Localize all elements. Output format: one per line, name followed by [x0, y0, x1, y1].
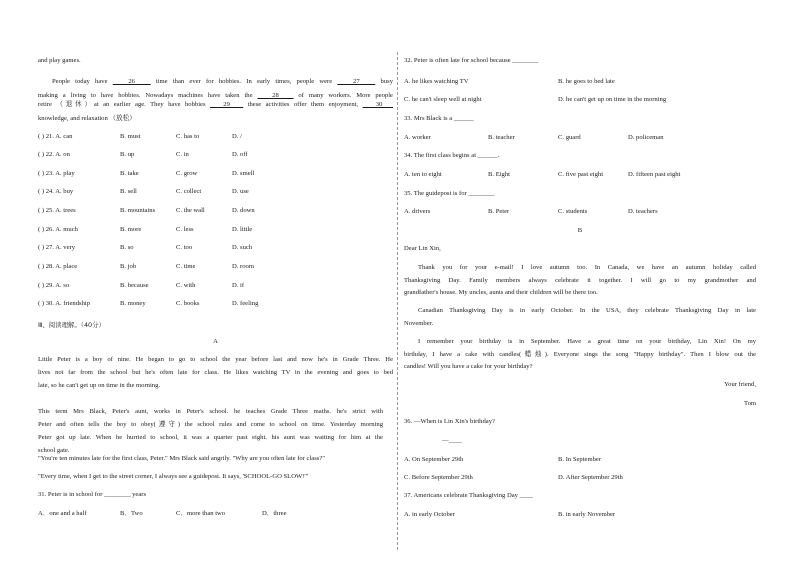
cloze-option-c[interactable]: C. too	[176, 244, 193, 251]
cloze-option-c[interactable]: C. grow	[176, 170, 198, 177]
column-divider	[397, 52, 398, 550]
cloze-option-c[interactable]: C. has to	[176, 133, 200, 140]
q37-option-b[interactable]: B. in early November	[558, 511, 616, 518]
q33-option-c[interactable]: C. guard	[558, 134, 581, 141]
cloze-option-d[interactable]: D. feeling	[232, 300, 259, 307]
cloze-option-d[interactable]: D. such	[232, 244, 253, 251]
passage-a-line: "Every time, when I get to the street corner, I always see a guidepost. It says, 'SCHOOL-GO SLOW!'"	[38, 473, 309, 480]
question-32: 32. Peter is often late for school because ________	[404, 57, 539, 64]
passage-b-line: Canadian Thanksgiving Day is in early October. In the USA, they celebrate Thanksgiving Day in late	[418, 307, 756, 314]
question-36-options-row2	[404, 475, 756, 483]
question-37: 37. Americans celebrate Thanksgiving Day ____	[404, 492, 533, 499]
question-34-options	[404, 172, 756, 180]
q35-option-b[interactable]: B. Peter	[488, 208, 510, 215]
passage-a-line: lives not far from the school but he's often late for class. He likes watching TV in the evening and goes to bed	[38, 369, 393, 376]
cloze-question-29: ( ) 29. A. so	[38, 282, 70, 289]
cloze-question-24: ( ) 24. A. buy	[38, 188, 74, 195]
passage-a-line: Little Peter is a boy of nine. He began to go to school the year before last and now he's in Grade Three. He	[38, 356, 393, 363]
cloze-option-b[interactable]: B. mountains	[120, 207, 156, 214]
question-32-options-row1	[404, 79, 756, 87]
q35-option-a[interactable]: A. drivers	[404, 208, 431, 215]
question-35: 35. The guidepost is for ________	[404, 190, 495, 197]
q34-option-d[interactable]: D. fifteen past eight	[628, 171, 681, 178]
cloze-option-d[interactable]: D. /	[232, 133, 242, 140]
q32-option-a[interactable]: A. he likes watching TV	[404, 78, 469, 85]
question-36: 36. —When is Lin Xin's birthday?	[404, 418, 495, 425]
question-35-options	[404, 209, 756, 217]
passage-a-line: school gate.	[38, 447, 70, 454]
passage-b-label: B	[577, 227, 583, 234]
cloze-para-line-3: retire （退休）at an earlier age. They have hobbies 29 these activities offer them enjoyment, 30	[38, 101, 394, 108]
passage-b-line: grandfather's house. My uncles, aunts and their children will be there too.	[404, 289, 598, 296]
intro-tail: and play games.	[38, 57, 81, 64]
question-33: 33. Mrs Black is a ______	[404, 115, 474, 122]
section-title: Ⅲ、阅读理解。（40分）	[38, 321, 105, 329]
cloze-row-28	[38, 264, 393, 272]
passage-a-line: Peter and often tells the boy to obey(遵守) the school rules and come to school on time. Yesterday morning	[38, 421, 383, 428]
q31-option-d[interactable]: D．three	[262, 510, 287, 517]
passage-b-line: I remember your birthday is in September. Have a great time on your birthday, Lin Xin! On my	[418, 338, 756, 345]
cloze-row-24	[38, 189, 393, 197]
passage-b-line: Thank you for your e-mail! I love autumn too. In Canada, we have an autumn holiday called	[418, 264, 756, 271]
cloze-question-23: ( ) 23. A. play	[38, 170, 75, 177]
passage-a-line: late, so he can't get up on time in the morning.	[38, 382, 161, 389]
cloze-question-22: ( ) 22. A. on	[38, 151, 70, 158]
cloze-para-line-4: knowledge, and relaxation （放松）	[38, 115, 136, 122]
cloze-row-26	[38, 227, 393, 235]
passage-a-label: A	[213, 338, 218, 345]
q32-option-b[interactable]: B. he goes to bed late	[558, 78, 615, 85]
cloze-option-c[interactable]: C. time	[176, 263, 196, 270]
cloze-question-30: ( ) 30. A. friendship	[38, 300, 91, 307]
cloze-option-d[interactable]: D. smell	[232, 170, 255, 177]
letter-closing: Your friend,	[724, 381, 756, 388]
cloze-option-b[interactable]: B. sell	[120, 188, 137, 195]
q32-option-c[interactable]: C. he can't sleep well at night	[404, 96, 482, 103]
cloze-para-line-2: making a living to have hobbies. Nowadays machines have taken the 28 of many workers. More people	[38, 92, 393, 99]
cloze-option-d[interactable]: D. use	[232, 188, 249, 195]
question-31: 31. Peter is in school for ________ years	[38, 491, 147, 498]
cloze-option-b[interactable]: B. because	[120, 282, 149, 289]
cloze-option-b[interactable]: B. so	[120, 244, 134, 251]
cloze-option-c[interactable]: C. books	[176, 300, 200, 307]
cloze-option-d[interactable]: D. off	[232, 151, 248, 158]
q33-option-a[interactable]: A. worker	[404, 134, 431, 141]
q35-option-c[interactable]: C. students	[558, 208, 588, 215]
passage-b-line: November.	[404, 320, 434, 327]
letter-signature: Tom	[744, 400, 756, 407]
q36-option-a[interactable]: A. On September 29th	[404, 456, 464, 463]
cloze-option-b[interactable]: B. take	[120, 170, 139, 177]
cloze-row-22	[38, 152, 393, 160]
passage-a-line: Peter got up late. When he hurried to school, it was a quarter past eight. his aunt was waiting for him at the	[38, 434, 383, 441]
passage-b-line: Thanksgiving Day. Family members always celebrate it together. I will go to my grandmother and	[404, 277, 756, 284]
question-36-options-row1	[404, 457, 756, 465]
q34-option-a[interactable]: A. ten to eight	[404, 171, 442, 178]
q31-option-a[interactable]: A．one and a half	[38, 510, 87, 517]
cloze-option-d[interactable]: D. little	[232, 226, 253, 233]
question-33-options	[404, 135, 756, 143]
q34-option-c[interactable]: C. five past eight	[558, 171, 604, 178]
question-34: 34. The first class begins at ______.	[404, 152, 500, 159]
cloze-question-27: ( ) 27. A. very	[38, 244, 75, 251]
q33-option-d[interactable]: D. policeman	[628, 134, 664, 141]
cloze-para-line-1: People today have 26 time than ever for hobbies. In early times, people were 27 busy	[52, 78, 393, 85]
q35-option-d[interactable]: D. teachers	[628, 208, 658, 215]
cloze-option-c[interactable]: C. the wall	[176, 207, 205, 214]
cloze-row-29	[38, 283, 393, 291]
cloze-option-c[interactable]: C. in	[176, 151, 189, 158]
cloze-option-d[interactable]: D. room	[232, 263, 254, 270]
q34-option-b[interactable]: B. Eight	[488, 171, 510, 178]
cloze-row-27	[38, 245, 393, 253]
q33-option-b[interactable]: B. teacher	[488, 134, 515, 141]
cloze-option-c[interactable]: C. collect	[176, 188, 202, 195]
cloze-row-21	[38, 134, 393, 142]
cloze-row-25	[38, 208, 393, 216]
cloze-question-28: ( ) 28. A. place	[38, 263, 78, 270]
cloze-option-d[interactable]: D. down	[232, 207, 255, 214]
letter-greeting: Dear Lin Xin,	[404, 245, 441, 252]
cloze-option-b[interactable]: B. up	[120, 151, 135, 158]
passage-a-line: This term Mrs Black, Peter's aunt, works in Peter's school. he teaches Grade Three maths. he's strict with	[38, 408, 383, 415]
cloze-option-b[interactable]: B. more	[120, 226, 142, 233]
cloze-option-b[interactable]: B. must	[120, 133, 141, 140]
question-37-options	[404, 512, 756, 520]
question-36-answer: —____	[442, 437, 462, 444]
cloze-option-c[interactable]: C. less	[176, 226, 194, 233]
cloze-row-30	[38, 301, 393, 309]
cloze-question-25: ( ) 25. A. trees	[38, 207, 76, 214]
cloze-row-23	[38, 171, 393, 179]
cloze-option-b[interactable]: B. money	[120, 300, 146, 307]
passage-b-line: birthday, I have a cake with candles(蜡烛). Everyone sings the song "Happy birthday". Then I blow out the	[404, 351, 756, 358]
cloze-option-b[interactable]: B. job	[120, 263, 137, 270]
cloze-option-c[interactable]: C. with	[176, 282, 196, 289]
question-32-options-row2	[404, 97, 756, 105]
q36-option-d[interactable]: D. After September 29th	[558, 474, 623, 481]
q32-option-d[interactable]: D. he can't get up on time in the morning	[558, 96, 667, 103]
q31-option-c[interactable]: C．more than two	[176, 510, 226, 517]
q36-option-b[interactable]: B. In September	[558, 456, 602, 463]
cloze-question-21: ( ) 21. A. can	[38, 133, 73, 140]
q31-option-b[interactable]: B．Two	[120, 510, 143, 517]
cloze-option-d[interactable]: D. if	[232, 282, 245, 289]
question-31-options	[38, 511, 393, 519]
q36-option-c[interactable]: C. Before September 29th	[404, 474, 473, 481]
cloze-question-26: ( ) 26. A. much	[38, 226, 78, 233]
q37-option-a[interactable]: A. in early October	[404, 511, 455, 518]
passage-b-line: candles! Will you have a cake for your birthday?	[404, 363, 533, 370]
passage-a-line: "You're ten minutes late for the first class, Peter." Mrs Black said angrily. "Why are you often late for class?"	[38, 455, 325, 462]
